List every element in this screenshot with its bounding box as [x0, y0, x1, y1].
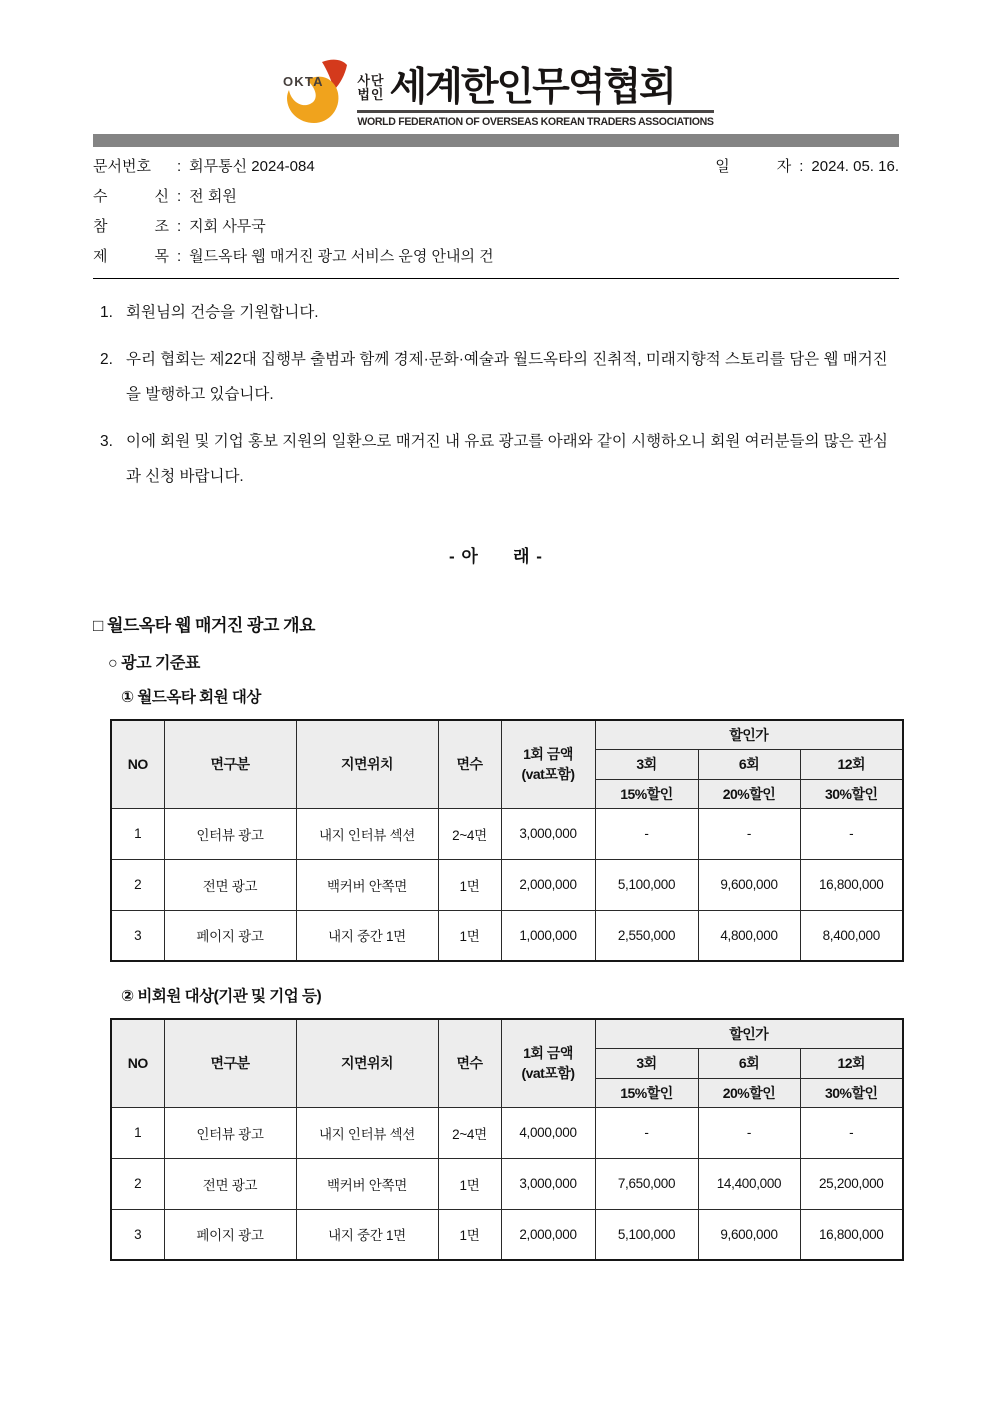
body-paragraph-3: [93, 424, 902, 494]
paragraph-number: 2.: [100, 351, 113, 368]
subject-value: 월드옥타 웹 매거진 광고 서비스 운영 안내의 건: [189, 248, 494, 265]
cell-discount-6: -: [698, 808, 800, 859]
col-header-15pct: 15%할인: [595, 779, 698, 808]
document-meta: [93, 152, 899, 272]
cell-pages: 1면: [438, 859, 501, 910]
col-header-3times: 3회: [595, 1048, 698, 1078]
cell-no: 2: [111, 1158, 164, 1209]
cell-price: 4,000,000: [501, 1107, 595, 1158]
col-header-no: NO: [111, 720, 164, 808]
doc-number-value: 회무통신 2024-084: [189, 158, 315, 175]
cell-no: 2: [111, 859, 164, 910]
reference-field: [93, 212, 266, 242]
cell-pages: 2~4면: [438, 1107, 501, 1158]
cell-price: 3,000,000: [501, 1158, 595, 1209]
cell-position: 내지 중간 1면: [296, 910, 438, 961]
date-label: 일 자: [715, 158, 792, 175]
cell-position: 내지 중간 1면: [296, 1209, 438, 1260]
col-header-30pct: 30%할인: [800, 779, 903, 808]
col-header-12times: 12회: [800, 1048, 903, 1078]
doc-number-field: [93, 152, 315, 182]
col-header-category: 면구분: [164, 1019, 296, 1107]
colon: :: [177, 218, 182, 235]
date-field: [715, 152, 899, 182]
table-row: [111, 1107, 903, 1158]
reference-value: 지회 사무국: [189, 218, 266, 235]
cell-pages: 1면: [438, 1209, 501, 1260]
below-separator: - 아 래 -: [449, 547, 543, 566]
body-text: [93, 295, 899, 494]
col-header-position: 지면위치: [296, 720, 438, 808]
okta-logo-icon: [278, 57, 354, 133]
cell-price: 2,000,000: [501, 859, 595, 910]
price-header-line1: 1회 금액: [523, 746, 573, 763]
cell-price: 1,000,000: [501, 910, 595, 961]
table-row: [111, 859, 903, 910]
price-header-line2: (vat포함): [521, 1065, 575, 1082]
colon: :: [177, 248, 182, 265]
col-header-20pct: 20%할인: [698, 779, 800, 808]
price-header-line2: (vat포함): [521, 766, 575, 783]
paragraph-number: 3.: [100, 433, 113, 450]
recipient-label: 수 신: [93, 188, 169, 205]
subject-field: [93, 242, 494, 272]
subject-label: 제 목: [93, 248, 169, 265]
paragraph-text: 회원님의 건승을 기원합니다.: [126, 304, 319, 321]
cell-category: 페이지 광고: [164, 910, 296, 961]
org-type-line1: 사단: [357, 73, 385, 88]
cell-pages: 2~4면: [438, 808, 501, 859]
colon: :: [177, 188, 182, 205]
gray-divider-bar: [93, 134, 899, 147]
cell-price: 2,000,000: [501, 1209, 595, 1260]
cell-no: 1: [111, 1107, 164, 1158]
cell-no: 3: [111, 910, 164, 961]
col-header-position: 지면위치: [296, 1019, 438, 1107]
cell-pages: 1면: [438, 910, 501, 961]
table-row: [111, 808, 903, 859]
table-row: [111, 1209, 903, 1260]
meta-row-docno-date: [93, 152, 899, 182]
col-header-30pct: 30%할인: [800, 1078, 903, 1107]
cell-category: 전면 광고: [164, 859, 296, 910]
cell-pages: 1면: [438, 1158, 501, 1209]
meta-row-subject: [93, 242, 899, 272]
paragraph-text: 이에 회원 및 기업 홍보 지원의 일환으로 매거진 내 유료 광고를 아래와 같이 시행하오니 회원 여러분들의 많은 관심과 신청 바랍니다.: [126, 433, 888, 485]
recipient-field: [93, 182, 237, 212]
cell-discount-12: 25,200,000: [800, 1158, 903, 1209]
table-row: [111, 910, 903, 961]
table-row: [111, 1158, 903, 1209]
nonmember-table-title: ② 비회원 대상(기관 및 기업 등): [121, 988, 322, 1005]
col-header-pages: 면수: [438, 1019, 501, 1107]
cell-discount-12: -: [800, 808, 903, 859]
cell-discount-3: 5,100,000: [595, 1209, 698, 1260]
cell-discount-12: 16,800,000: [800, 859, 903, 910]
cell-discount-6: 9,600,000: [698, 859, 800, 910]
col-header-3times: 3회: [595, 749, 698, 779]
paragraph-text: 우리 협회는 제22대 집행부 출범과 함께 경제·문화·예술과 월드옥타의 진취적, 미래지향적 스토리를 담은 웹 매거진을 발행하고 있습니다.: [126, 351, 888, 403]
col-header-20pct: 20%할인: [698, 1078, 800, 1107]
cell-position: 내지 인터뷰 섹션: [296, 1107, 438, 1158]
org-type-line2: 법인: [357, 87, 385, 102]
cell-discount-3: -: [595, 808, 698, 859]
cell-discount-3: 5,100,000: [595, 859, 698, 910]
org-name: 세계한인무역협회: [389, 66, 675, 109]
cell-no: 1: [111, 808, 164, 859]
cell-discount-12: 16,800,000: [800, 1209, 903, 1260]
col-header-15pct: 15%할인: [595, 1078, 698, 1107]
body-paragraph-2: [93, 342, 902, 412]
paragraph-number: 1.: [100, 304, 113, 321]
colon: :: [177, 158, 182, 175]
subject-underline-rule: [93, 278, 899, 279]
meta-row-reference: [93, 212, 899, 242]
org-type-label: [357, 74, 384, 102]
cell-category: 인터뷰 광고: [164, 808, 296, 859]
okta-logo-text: OKTA: [283, 74, 325, 89]
body-paragraph-1: [93, 295, 902, 330]
cell-discount-6: 9,600,000: [698, 1209, 800, 1260]
date-value: 2024. 05. 16.: [811, 158, 899, 175]
col-header-price: [501, 720, 595, 808]
reference-label: 참 조: [93, 218, 169, 235]
member-pricing-table: [110, 719, 904, 962]
cell-discount-6: 14,400,000: [698, 1158, 800, 1209]
cell-position: 내지 인터뷰 섹션: [296, 808, 438, 859]
col-header-discount-group: 할인가: [595, 1019, 903, 1048]
col-header-pages: 면수: [438, 720, 501, 808]
cell-category: 전면 광고: [164, 1158, 296, 1209]
cell-discount-12: -: [800, 1107, 903, 1158]
section-heading-standard: ○ 광고 기준표: [108, 655, 200, 672]
section-heading-overview: □ 월드옥타 웹 매거진 광고 개요: [93, 616, 315, 635]
colon: :: [799, 158, 804, 175]
col-header-6times: 6회: [698, 749, 800, 779]
cell-discount-3: -: [595, 1107, 698, 1158]
col-header-6times: 6회: [698, 1048, 800, 1078]
nonmember-pricing-table: [110, 1018, 904, 1261]
col-header-discount-group: 할인가: [595, 720, 903, 749]
masthead: [0, 0, 992, 133]
cell-price: 3,000,000: [501, 808, 595, 859]
cell-discount-12: 8,400,000: [800, 910, 903, 961]
cell-category: 인터뷰 광고: [164, 1107, 296, 1158]
col-header-category: 면구분: [164, 720, 296, 808]
cell-position: 백커버 안쪽면: [296, 859, 438, 910]
meta-row-recipient: [93, 182, 899, 212]
col-header-no: NO: [111, 1019, 164, 1107]
price-header-line1: 1회 금액: [523, 1045, 573, 1062]
cell-discount-6: 4,800,000: [698, 910, 800, 961]
cell-discount-3: 7,650,000: [595, 1158, 698, 1209]
cell-discount-3: 2,550,000: [595, 910, 698, 961]
col-header-price: [501, 1019, 595, 1107]
col-header-12times: 12회: [800, 749, 903, 779]
recipient-value: 전 회원: [189, 188, 237, 205]
doc-number-label: 문서번호: [93, 158, 151, 175]
cell-no: 3: [111, 1209, 164, 1260]
cell-discount-6: -: [698, 1107, 800, 1158]
cell-category: 페이지 광고: [164, 1209, 296, 1260]
member-table-title: ① 월드옥타 회원 대상: [121, 689, 261, 706]
org-name-english: WORLD FEDERATION OF OVERSEAS KOREAN TRADERS ASSOCIATIONS: [357, 116, 714, 128]
cell-position: 백커버 안쪽면: [296, 1158, 438, 1209]
masthead-text: [357, 57, 713, 128]
